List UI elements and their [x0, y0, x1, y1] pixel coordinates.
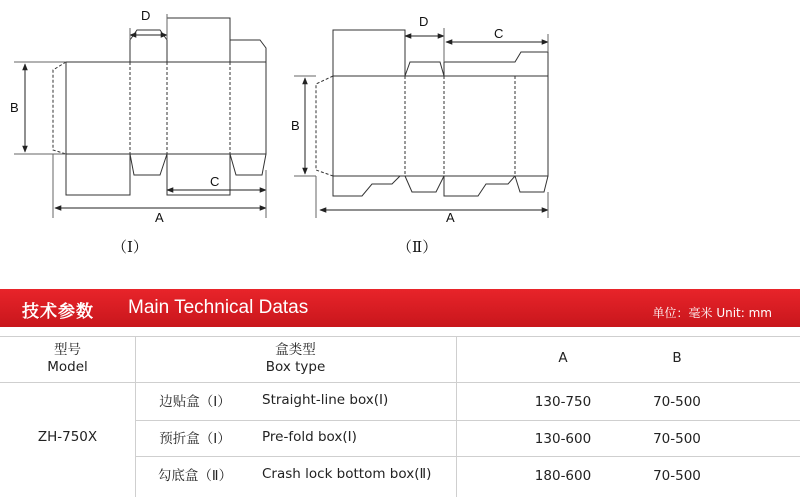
row-3-type-en: Crash lock bottom box(Ⅱ): [262, 466, 432, 482]
box-diagram-2: [316, 30, 548, 196]
diagram-caption-2: （Ⅱ）: [397, 238, 438, 256]
row-1-type-en: Straight-line box(Ⅰ): [262, 392, 389, 408]
dim-label-d2: D: [419, 14, 429, 29]
header-model-cn: 型号: [54, 342, 81, 358]
header-model: [0, 342, 135, 376]
row-1-type-cn: 边贴盒（Ⅰ）: [159, 394, 231, 410]
table-divider: [0, 382, 800, 383]
dimension-lines-2: [294, 28, 548, 218]
table-divider: [456, 336, 457, 497]
dim-label-c1: C: [210, 174, 220, 189]
dim-label-a1: A: [155, 210, 164, 225]
dim-label-a2: A: [446, 210, 455, 225]
model-value: ZH-750X: [37, 429, 98, 445]
header-model-en: Model: [47, 359, 88, 375]
dim-label-c2: C: [494, 26, 504, 41]
header-a: A: [558, 350, 568, 366]
table-divider: [0, 336, 800, 337]
dim-label-b1: B: [10, 100, 19, 115]
row-2-a: 130-600: [534, 431, 592, 447]
section-banner: [0, 289, 800, 327]
row-2-type-en: Pre-fold box(Ⅰ): [262, 429, 357, 445]
row-3-b: 70-500: [653, 468, 701, 484]
dim-label-d1: D: [141, 8, 151, 23]
dimension-lines-1: [14, 14, 266, 218]
table-divider: [135, 420, 800, 421]
row-1-b: 70-500: [653, 394, 701, 410]
header-boxtype: [135, 342, 456, 376]
row-3-type-cn: 勾底盒（Ⅱ）: [157, 468, 233, 484]
dim-label-b2: B: [291, 118, 300, 133]
diagram-caption-1: （Ⅰ）: [112, 238, 148, 256]
tech-spec-table: [0, 336, 800, 497]
banner-title-cn: 技术参数: [22, 302, 94, 322]
banner-unit: 单位：毫米 Unit: mm: [652, 306, 772, 320]
banner-title-en: Main Technical Datas: [128, 297, 309, 318]
row-2-type-cn: 预折盒（Ⅰ）: [159, 431, 231, 447]
row-3-a: 180-600: [534, 468, 592, 484]
box-diagram-1: [53, 18, 266, 195]
table-divider: [135, 456, 800, 457]
header-boxtype-cn: 盒类型: [275, 342, 316, 358]
row-2-b: 70-500: [653, 431, 701, 447]
header-boxtype-en: Box type: [265, 359, 326, 375]
header-b: B: [672, 350, 682, 366]
row-1-a: 130-750: [534, 394, 592, 410]
